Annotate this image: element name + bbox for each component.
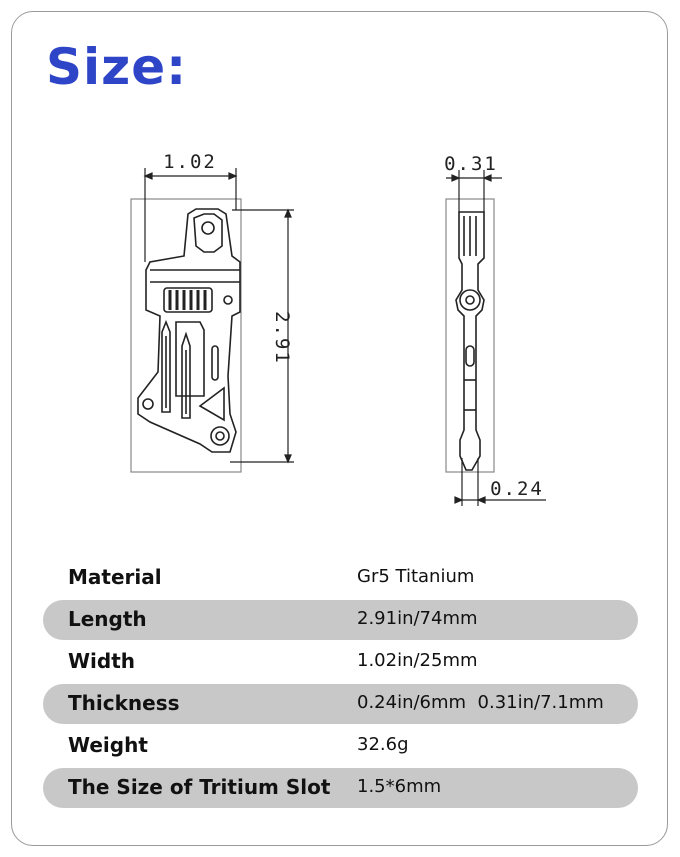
spec-value: Gr5 Titanium	[357, 566, 475, 587]
spec-row-material	[43, 558, 638, 598]
spec-row-length	[43, 600, 638, 640]
thickness-max-dimension-label: 0.31	[444, 153, 498, 175]
page-title: Size:	[46, 38, 188, 96]
front-view-drawing	[131, 199, 241, 472]
spec-row-tritium-slot	[43, 768, 638, 808]
spec-row-width	[43, 642, 638, 682]
side-dimension-lines	[446, 170, 546, 506]
spec-label: Material	[68, 565, 162, 589]
length-dimension-label: 2.91	[271, 311, 293, 365]
spec-value: 1.5*6mm	[357, 776, 442, 797]
thickness-min-dimension-label: 0.24	[490, 478, 544, 500]
spec-value: 1.02in/25mm	[357, 650, 478, 671]
spec-label: Thickness	[68, 691, 180, 715]
spec-label: Width	[68, 649, 136, 673]
spec-value: 32.6g	[357, 734, 409, 755]
spec-value: 0.24in/6mm 0.31in/7.1mm	[357, 692, 604, 713]
width-dimension-label: 1.02	[163, 151, 217, 173]
spec-row-thickness	[43, 684, 638, 724]
spec-label: Length	[68, 607, 147, 631]
spec-label: Weight	[68, 733, 148, 757]
spec-label: The Size of Tritium Slot	[68, 775, 331, 799]
spec-value: 2.91in/74mm	[357, 608, 478, 629]
side-view-drawing	[446, 199, 494, 472]
spec-row-weight	[43, 726, 638, 766]
